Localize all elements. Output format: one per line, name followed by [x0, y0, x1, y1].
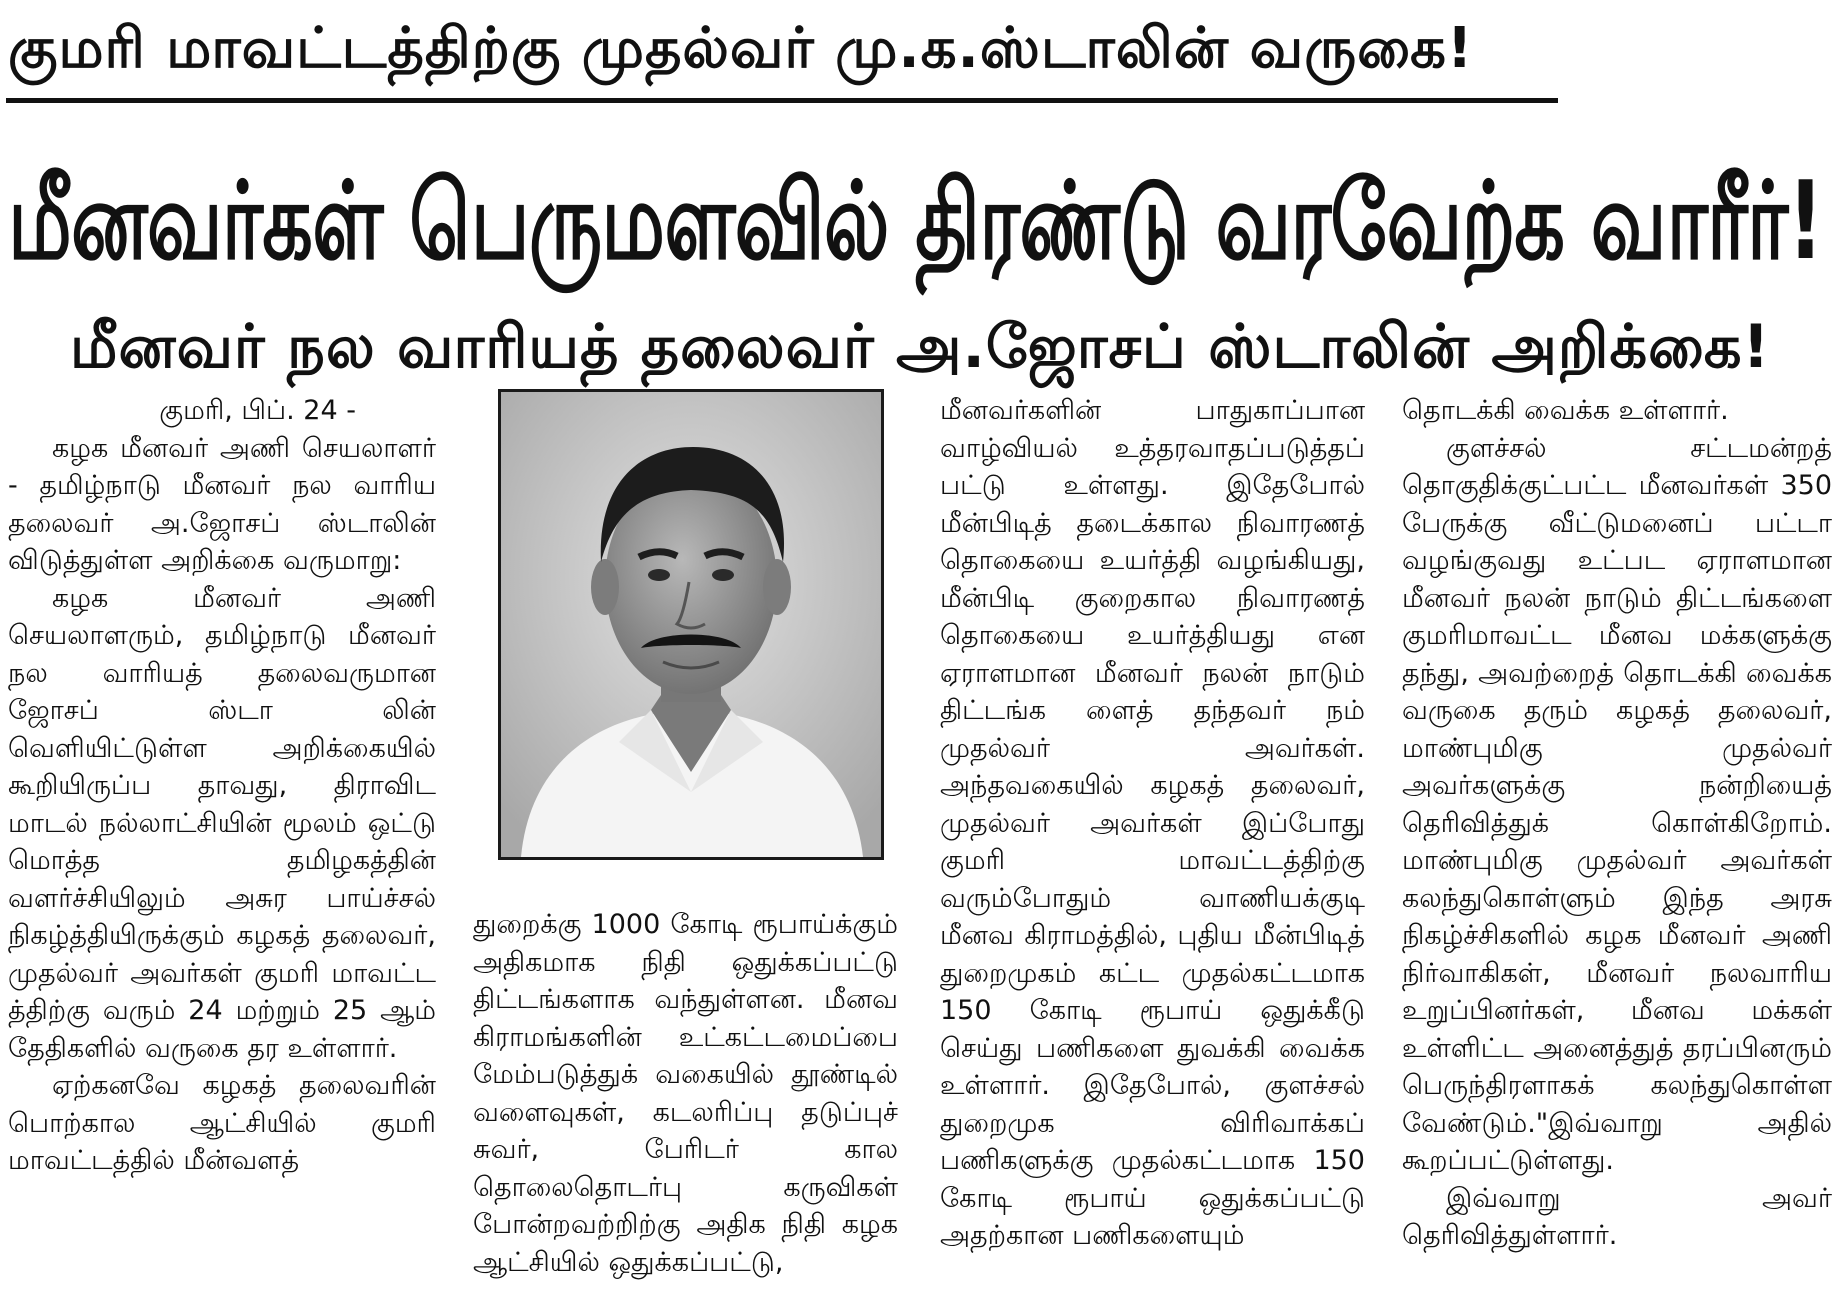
paragraph: மீனவர்களின் பாதுகாப்பான வாழ்வியல் உத்தரவாதப்படுத்தப் பட்டு உள்ளது. இதேபோல் மீன்பிடித் தடைக்கால நிவாரணத் தொகையை உயர்த்தி வழங்கியது, மீன்பிடி குறைகால நிவாரணத் தொகையை உயர்த்தியது என ஏராளமான மீனவர் நலன் நாடும் திட்டங்க ளைத் தந்தவர் நம் முதல்வர் அவர்கள். அந்தவகையில் கழகத் தலைவர், முதல்வர் அவர்கள் இப்போது குமரி மாவட்டத்திற்கு வரும்போதும் வாணியக்குடி மீனவ கிராமத்தில், புதிய மீன்பிடித் துறைமுகம் கட்ட முதல்கட்டமாக 150 கோடி ரூபாய் ஒதுக்கீடு செய்து பணிகளை துவக்கி வைக்க உள்ளார். இதேபோல், குளச்சல் துறைமுக விரிவாக்கப் பணிகளுக்கு முதல்கட்டமாக 150 கோடி ரூபாய் ஒதுக்கப்பட்டு அதற்கான பணிகளையும் — [940, 395, 1365, 1251]
portrait-illustration — [501, 392, 881, 857]
article-column-2 — [473, 906, 898, 1281]
article-column-3 — [940, 392, 1365, 1255]
article-column-4 — [1402, 392, 1832, 1255]
article-column-1 — [8, 392, 436, 1180]
paragraph: இவ்வாறு அவர் தெரிவித்துள்ளார். — [1402, 1182, 1832, 1251]
kicker-underline — [6, 98, 1558, 103]
paragraph: ஏற்கனவே கழகத் தலைவரின் பொற்கால ஆட்சியில் குமரி மாவட்டத்தில் மீன்வளத் — [8, 1070, 436, 1176]
paragraph: துறைக்கு 1000 கோடி ரூபாய்க்கும் அதிகமாக நிதி ஒதுக்கப்பட்டு திட்டங்களாக வந்துள்ளன. மீனவ கிராமங்களின் உட்கட்டமைப்பை மேம்படுத்துக் வகையில் தூண்டில் வளைவுகள், கடலரிப்பு தடுப்புச் சுவர், பேரிடர் கால தொலைதொடர்பு கருவிகள் போன்றவற்றிற்கு அதிக நிதி கழக ஆட்சியில் ஒதுக்கப்பட்டு, — [473, 909, 898, 1278]
kicker-text: குமரி மாவட்டத்திற்கு முதல்வர் மு.க.ஸ்டாலின் வருகை! — [8, 16, 1474, 81]
paragraph: குளச்சல் சட்டமன்றத் தொகுதிக்குட்பட்ட மீனவர்கள் 350 பேருக்கு வீட்டுமனைப் பட்டா வழங்குவது உட்பட ஏராளமான மீனவர் நலன் நாடும் திட்டங்களை குமரிமாவட்ட மீனவ மக்களுக்கு தந்து, அவற்றைத் தொடக்கி வைக்க வருகை தரும் கழகத் தலைவர், மாண்புமிகு முதல்வர் அவர்களுக்கு நன்றியைத் தெரிவித்துக் கொள்கிறோம். மாண்புமிகு முதல்வர் அவர்கள் கலந்துகொள்ளும் இந்த அரசு நிகழ்ச்சிகளில் கழக மீனவர் அணி நிர்வாகிகள், மீனவர் நலவாரிய உறுப்பினர்கள், மீனவ மக்கள் உள்ளிட்ட அனைத்துத் தரப்பினரும் பெருந்திரளாகக் கலந்துகொள்ள வேண்டும்."இவ்வாறு அதில் கூறப்பட்டுள்ளது. — [1402, 432, 1832, 1176]
paragraph: கழக மீனவர் அணி செயலாளர் - தமிழ்நாடு மீனவர் நல வாரிய தலைவர் அ.ஜோசப் ஸ்டாலின் விடுத்துள்ள அறிக்கை வருமாறு: — [8, 432, 436, 576]
kicker — [0, 0, 1560, 112]
paragraph: தொடக்கி வைக்க உள்ளார். — [1402, 395, 1729, 426]
dateline: குமரி, பிப். 24 - — [159, 395, 356, 426]
subheadline-text: மீனவர் நல வாரியத் தலைவர் அ.ஜோசப் ஸ்டாலின் அறிக்கை! — [70, 312, 1771, 382]
headline — [0, 120, 1838, 295]
subheadline — [0, 298, 1838, 398]
portrait-photo — [498, 389, 884, 860]
headline-text: மீனவர்கள் பெருமளவில் திரண்டு வரவேற்க வாரீர்! — [8, 159, 1823, 285]
paragraph: கழக மீனவர் அணி செயலாளரும், தமிழ்நாடு மீனவர் நல வாரியத் தலைவருமான ஜோசப் ஸ்டா லின் வெளியிட்டுள்ள அறிக்கையில் கூறியிருப்ப தாவது, திராவிட மாடல் நல்லாட்சியின் மூலம் ஒட்டு மொத்த தமிழகத்தின் வளர்ச்சியிலும் அசுர பாய்ச்சல் நிகழ்த்தியிருக்கும் கழகத் தலைவர், முதல்வர் அவர்கள் குமரி மாவட்ட த்திற்கு வரும் 24 மற்றும் 25 ஆம் தேதிகளில் வருகை தர உள்ளார். — [8, 582, 436, 1064]
